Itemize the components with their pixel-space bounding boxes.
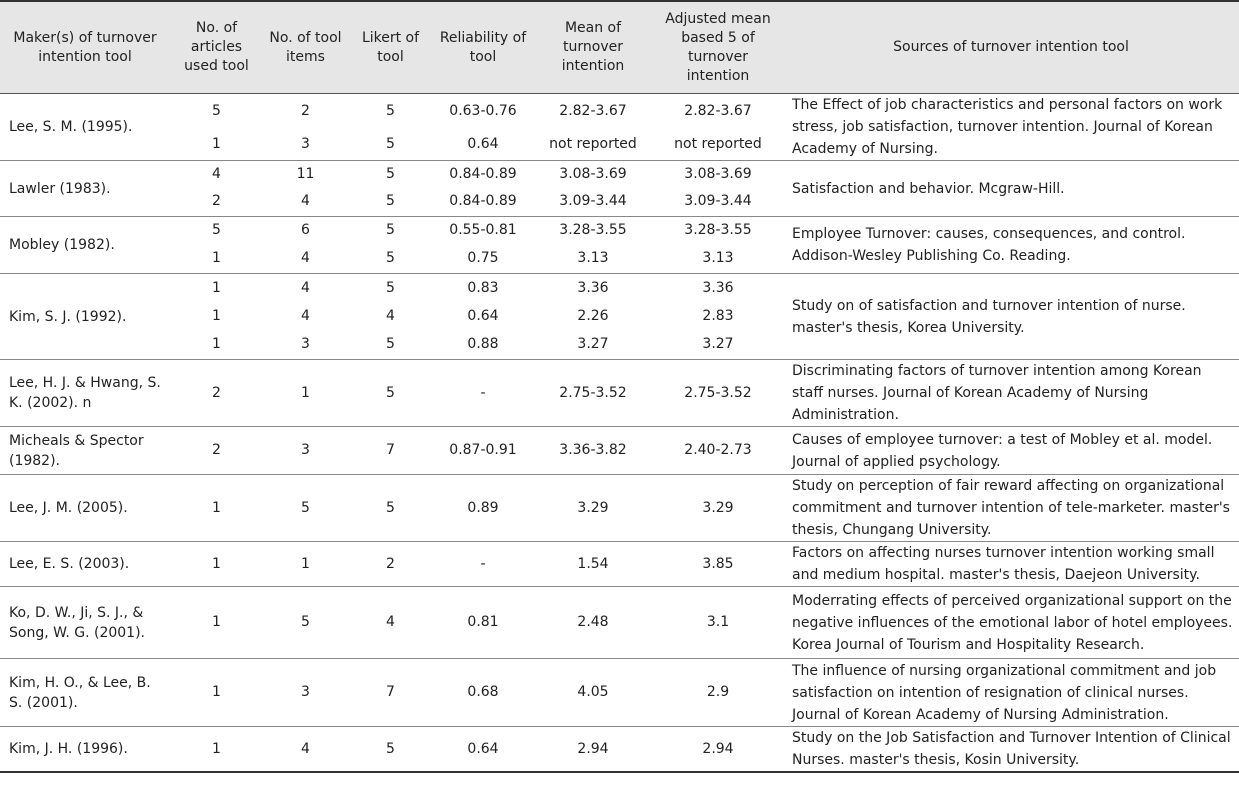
articles-cell: 1 bbox=[170, 587, 263, 659]
items-cell: 11 bbox=[263, 161, 348, 188]
adjusted-cell: 2.9 bbox=[653, 659, 783, 727]
reliability-cell: 0.63-0.76 bbox=[433, 94, 533, 129]
adjusted-cell: 3.85 bbox=[653, 542, 783, 587]
mean-cell: 3.13 bbox=[533, 245, 653, 274]
likert-cell: 2 bbox=[348, 542, 433, 587]
reliability-cell: 0.84-0.89 bbox=[433, 161, 533, 188]
likert-cell: 5 bbox=[348, 161, 433, 188]
mean-cell: 2.48 bbox=[533, 587, 653, 659]
mean-cell: 2.26 bbox=[577, 308, 609, 324]
table-row bbox=[0, 161, 1239, 188]
maker-cell: Mobley (1982). bbox=[0, 217, 170, 274]
items-cell: 1 bbox=[263, 542, 348, 587]
articles-cell: 1 bbox=[212, 308, 221, 324]
reliability-cell: 0.87-0.91 bbox=[433, 427, 533, 475]
likert-cell: 5 bbox=[348, 245, 433, 274]
table-body bbox=[0, 94, 1239, 773]
header-adjusted: Adjusted mean based 5 of turnover intention bbox=[653, 1, 783, 94]
items-cell: 4 bbox=[263, 245, 348, 274]
source-cell: Study on perception of fair reward affecting on organizational commitment and turnover intention of tele-marketer. master's thesis, Chungang University. bbox=[783, 475, 1239, 542]
mean-cell: not reported bbox=[533, 128, 653, 160]
table-row bbox=[0, 360, 1239, 427]
source-cell: Causes of employee turnover: a test of Mobley et al. model. Journal of applied psychology. bbox=[783, 427, 1239, 475]
reliability-cell: 0.55-0.81 bbox=[433, 217, 533, 245]
articles-cell: 2 bbox=[170, 360, 263, 427]
items-cell: 4 bbox=[263, 274, 348, 303]
source-cell: Study on of satisfaction and turnover intention of nurse. master's thesis, Korea University. bbox=[783, 274, 1239, 360]
mean-cell: 3.36 bbox=[533, 274, 653, 303]
maker-cell: Lee, E. S. (2003). bbox=[0, 542, 170, 587]
articles-cell: 1 bbox=[170, 727, 263, 773]
likert-cell: 5 bbox=[348, 188, 433, 217]
likert-cell: 5 bbox=[348, 94, 433, 129]
maker-cell: Lee, H. J. & Hwang, S. K. (2002). n bbox=[0, 360, 170, 427]
items-cell: 2 bbox=[263, 94, 348, 129]
articles-cell: 2 bbox=[170, 188, 263, 217]
header-articles: No. of articles used tool bbox=[170, 1, 263, 94]
items-cell: 3 bbox=[263, 427, 348, 475]
table-row bbox=[0, 274, 1239, 303]
reliability-cell: 0.64 bbox=[467, 308, 499, 324]
adjusted-cell: 2.94 bbox=[653, 727, 783, 773]
mean-cell: 4.05 bbox=[533, 659, 653, 727]
adjusted-cell: 3.09-3.44 bbox=[653, 188, 783, 217]
header-items: No. of tool items bbox=[263, 1, 348, 94]
reliability-cell: 0.81 bbox=[433, 587, 533, 659]
adjusted-cell: 3.29 bbox=[653, 475, 783, 542]
adjusted-cell: 2.83 bbox=[702, 308, 734, 324]
table-row bbox=[0, 542, 1239, 587]
reliability-cell: 0.64 bbox=[433, 128, 533, 160]
likert-cell: 5 bbox=[348, 360, 433, 427]
reliability-cell: 0.89 bbox=[433, 475, 533, 542]
articles-cell: 5 bbox=[170, 94, 263, 129]
header-reliability: Reliability of tool bbox=[433, 1, 533, 94]
adjusted-cell: 2.82-3.67 bbox=[653, 94, 783, 129]
reliability-cell: 0.75 bbox=[433, 245, 533, 274]
mean-cell: 3.08-3.69 bbox=[533, 161, 653, 188]
maker-cell: Kim, H. O., & Lee, B. S. (2001). bbox=[0, 659, 170, 727]
adjusted-cell: not reported bbox=[653, 128, 783, 160]
items-cell: 5 bbox=[263, 587, 348, 659]
likert-cell: 7 bbox=[348, 659, 433, 727]
maker-cell: Kim, S. J. (1992). bbox=[0, 274, 170, 360]
header-sources: Sources of turnover intention tool bbox=[783, 1, 1239, 94]
reliability-cell: 0.83 bbox=[433, 274, 533, 303]
header-likert: Likert of tool bbox=[348, 1, 433, 94]
source-cell: Discriminating factors of turnover intention among Korean staff nurses. Journal of Korean Academy of Nursing Administration. bbox=[783, 360, 1239, 427]
source-cell: Factors on affecting nurses turnover intention working small and medium hospital. master's thesis, Daejeon University. bbox=[783, 542, 1239, 587]
articles-cell: 2 bbox=[170, 427, 263, 475]
items-cell: 3 bbox=[263, 128, 348, 160]
header-mean: Mean of turnover intention bbox=[533, 1, 653, 94]
table-row bbox=[0, 587, 1239, 659]
header-row bbox=[0, 1, 1239, 94]
maker-cell: Lawler (1983). bbox=[0, 161, 170, 217]
articles-cell: 4 bbox=[170, 161, 263, 188]
adjusted-cell: 3.08-3.69 bbox=[653, 161, 783, 188]
adjusted-cell: 3.13 bbox=[653, 245, 783, 274]
adjusted-cell: 2.75-3.52 bbox=[653, 360, 783, 427]
items-cell: 4 bbox=[263, 727, 348, 773]
likert-cell: 7 bbox=[348, 427, 433, 475]
reliability-cell: - bbox=[433, 360, 533, 427]
maker-cell: Kim, J. H. (1996). bbox=[0, 727, 170, 773]
table-row bbox=[0, 217, 1239, 245]
items-cell: 4 bbox=[301, 308, 310, 324]
maker-cell: Lee, S. M. (1995). bbox=[0, 94, 170, 161]
mean-cell: 3.36-3.82 bbox=[533, 427, 653, 475]
mean-cell: 3.29 bbox=[533, 475, 653, 542]
articles-cell: 1 bbox=[170, 274, 263, 303]
likert-cell: 5 bbox=[348, 475, 433, 542]
table-row bbox=[0, 475, 1239, 542]
likert-cell: 5 bbox=[348, 274, 433, 303]
articles-cell: 1 bbox=[170, 331, 263, 360]
adjusted-cell: 2.40-2.73 bbox=[653, 427, 783, 475]
items-cell: 6 bbox=[263, 217, 348, 245]
articles-cell: 1 bbox=[170, 659, 263, 727]
items-cell: 3 bbox=[263, 331, 348, 360]
mean-cell: 1.54 bbox=[533, 542, 653, 587]
articles-cell: 1 bbox=[170, 542, 263, 587]
maker-cell: Micheals & Spector (1982). bbox=[0, 427, 170, 475]
reliability-cell: 0.84-0.89 bbox=[433, 188, 533, 217]
articles-cell: 1 bbox=[170, 245, 263, 274]
items-cell: 5 bbox=[263, 475, 348, 542]
header-maker: Maker(s) of turnover intention tool bbox=[0, 1, 170, 94]
source-cell: Moderrating effects of perceived organizational support on the negative influences of the emotional labor of hotel employees. Korea Journal of Tourism and Hospitality Research. bbox=[783, 587, 1239, 659]
likert-cell: 5 bbox=[348, 217, 433, 245]
mean-cell: 3.09-3.44 bbox=[533, 188, 653, 217]
table-row bbox=[0, 94, 1239, 129]
mean-cell: 3.27 bbox=[533, 331, 653, 360]
items-cell: 1 bbox=[263, 360, 348, 427]
likert-cell: 5 bbox=[348, 331, 433, 360]
maker-cell: Ko, D. W., Ji, S. J., & Song, W. G. (2001). bbox=[0, 587, 170, 659]
reliability-cell: 0.64 bbox=[433, 727, 533, 773]
items-cell: 3 bbox=[263, 659, 348, 727]
source-cell: The Effect of job characteristics and personal factors on work stress, job satisfaction, turnover intention. Journal of Korean Academy of Nursing. bbox=[783, 94, 1239, 161]
source-cell: Employee Turnover: causes, consequences, and control. Addison-Wesley Publishing Co. Reading. bbox=[783, 217, 1239, 274]
reliability-cell: 0.88 bbox=[433, 331, 533, 360]
source-cell: The influence of nursing organizational commitment and job satisfaction on intention of resignation of clinical nurses. Journal of Korean Academy of Nursing Administration. bbox=[783, 659, 1239, 727]
articles-cell: 1 bbox=[170, 128, 263, 160]
likert-cell: 5 bbox=[348, 128, 433, 160]
source-cell: Study on the Job Satisfaction and Turnover Intention of Clinical Nurses. master's thesis, Kosin University. bbox=[783, 727, 1239, 773]
maker-cell: Lee, J. M. (2005). bbox=[0, 475, 170, 542]
table-row bbox=[0, 727, 1239, 773]
articles-cell: 5 bbox=[170, 217, 263, 245]
adjusted-cell: 3.27 bbox=[653, 331, 783, 360]
reliability-cell: 0.68 bbox=[433, 659, 533, 727]
reliability-cell: - bbox=[433, 542, 533, 587]
adjusted-cell: 3.1 bbox=[653, 587, 783, 659]
items-cell: 4 bbox=[263, 188, 348, 217]
likert-cell: 4 bbox=[386, 308, 395, 324]
mean-cell: 2.82-3.67 bbox=[533, 94, 653, 129]
table-row bbox=[0, 427, 1239, 475]
mean-cell: 2.94 bbox=[533, 727, 653, 773]
mean-cell: 2.75-3.52 bbox=[533, 360, 653, 427]
source-cell: Satisfaction and behavior. Mcgraw-Hill. bbox=[783, 161, 1239, 217]
adjusted-cell: 3.36 bbox=[653, 274, 783, 303]
likert-cell: 5 bbox=[348, 727, 433, 773]
adjusted-cell: 3.28-3.55 bbox=[653, 217, 783, 245]
articles-cell: 1 bbox=[170, 475, 263, 542]
table-row bbox=[0, 659, 1239, 727]
mean-cell: 3.28-3.55 bbox=[533, 217, 653, 245]
likert-cell: 4 bbox=[348, 587, 433, 659]
